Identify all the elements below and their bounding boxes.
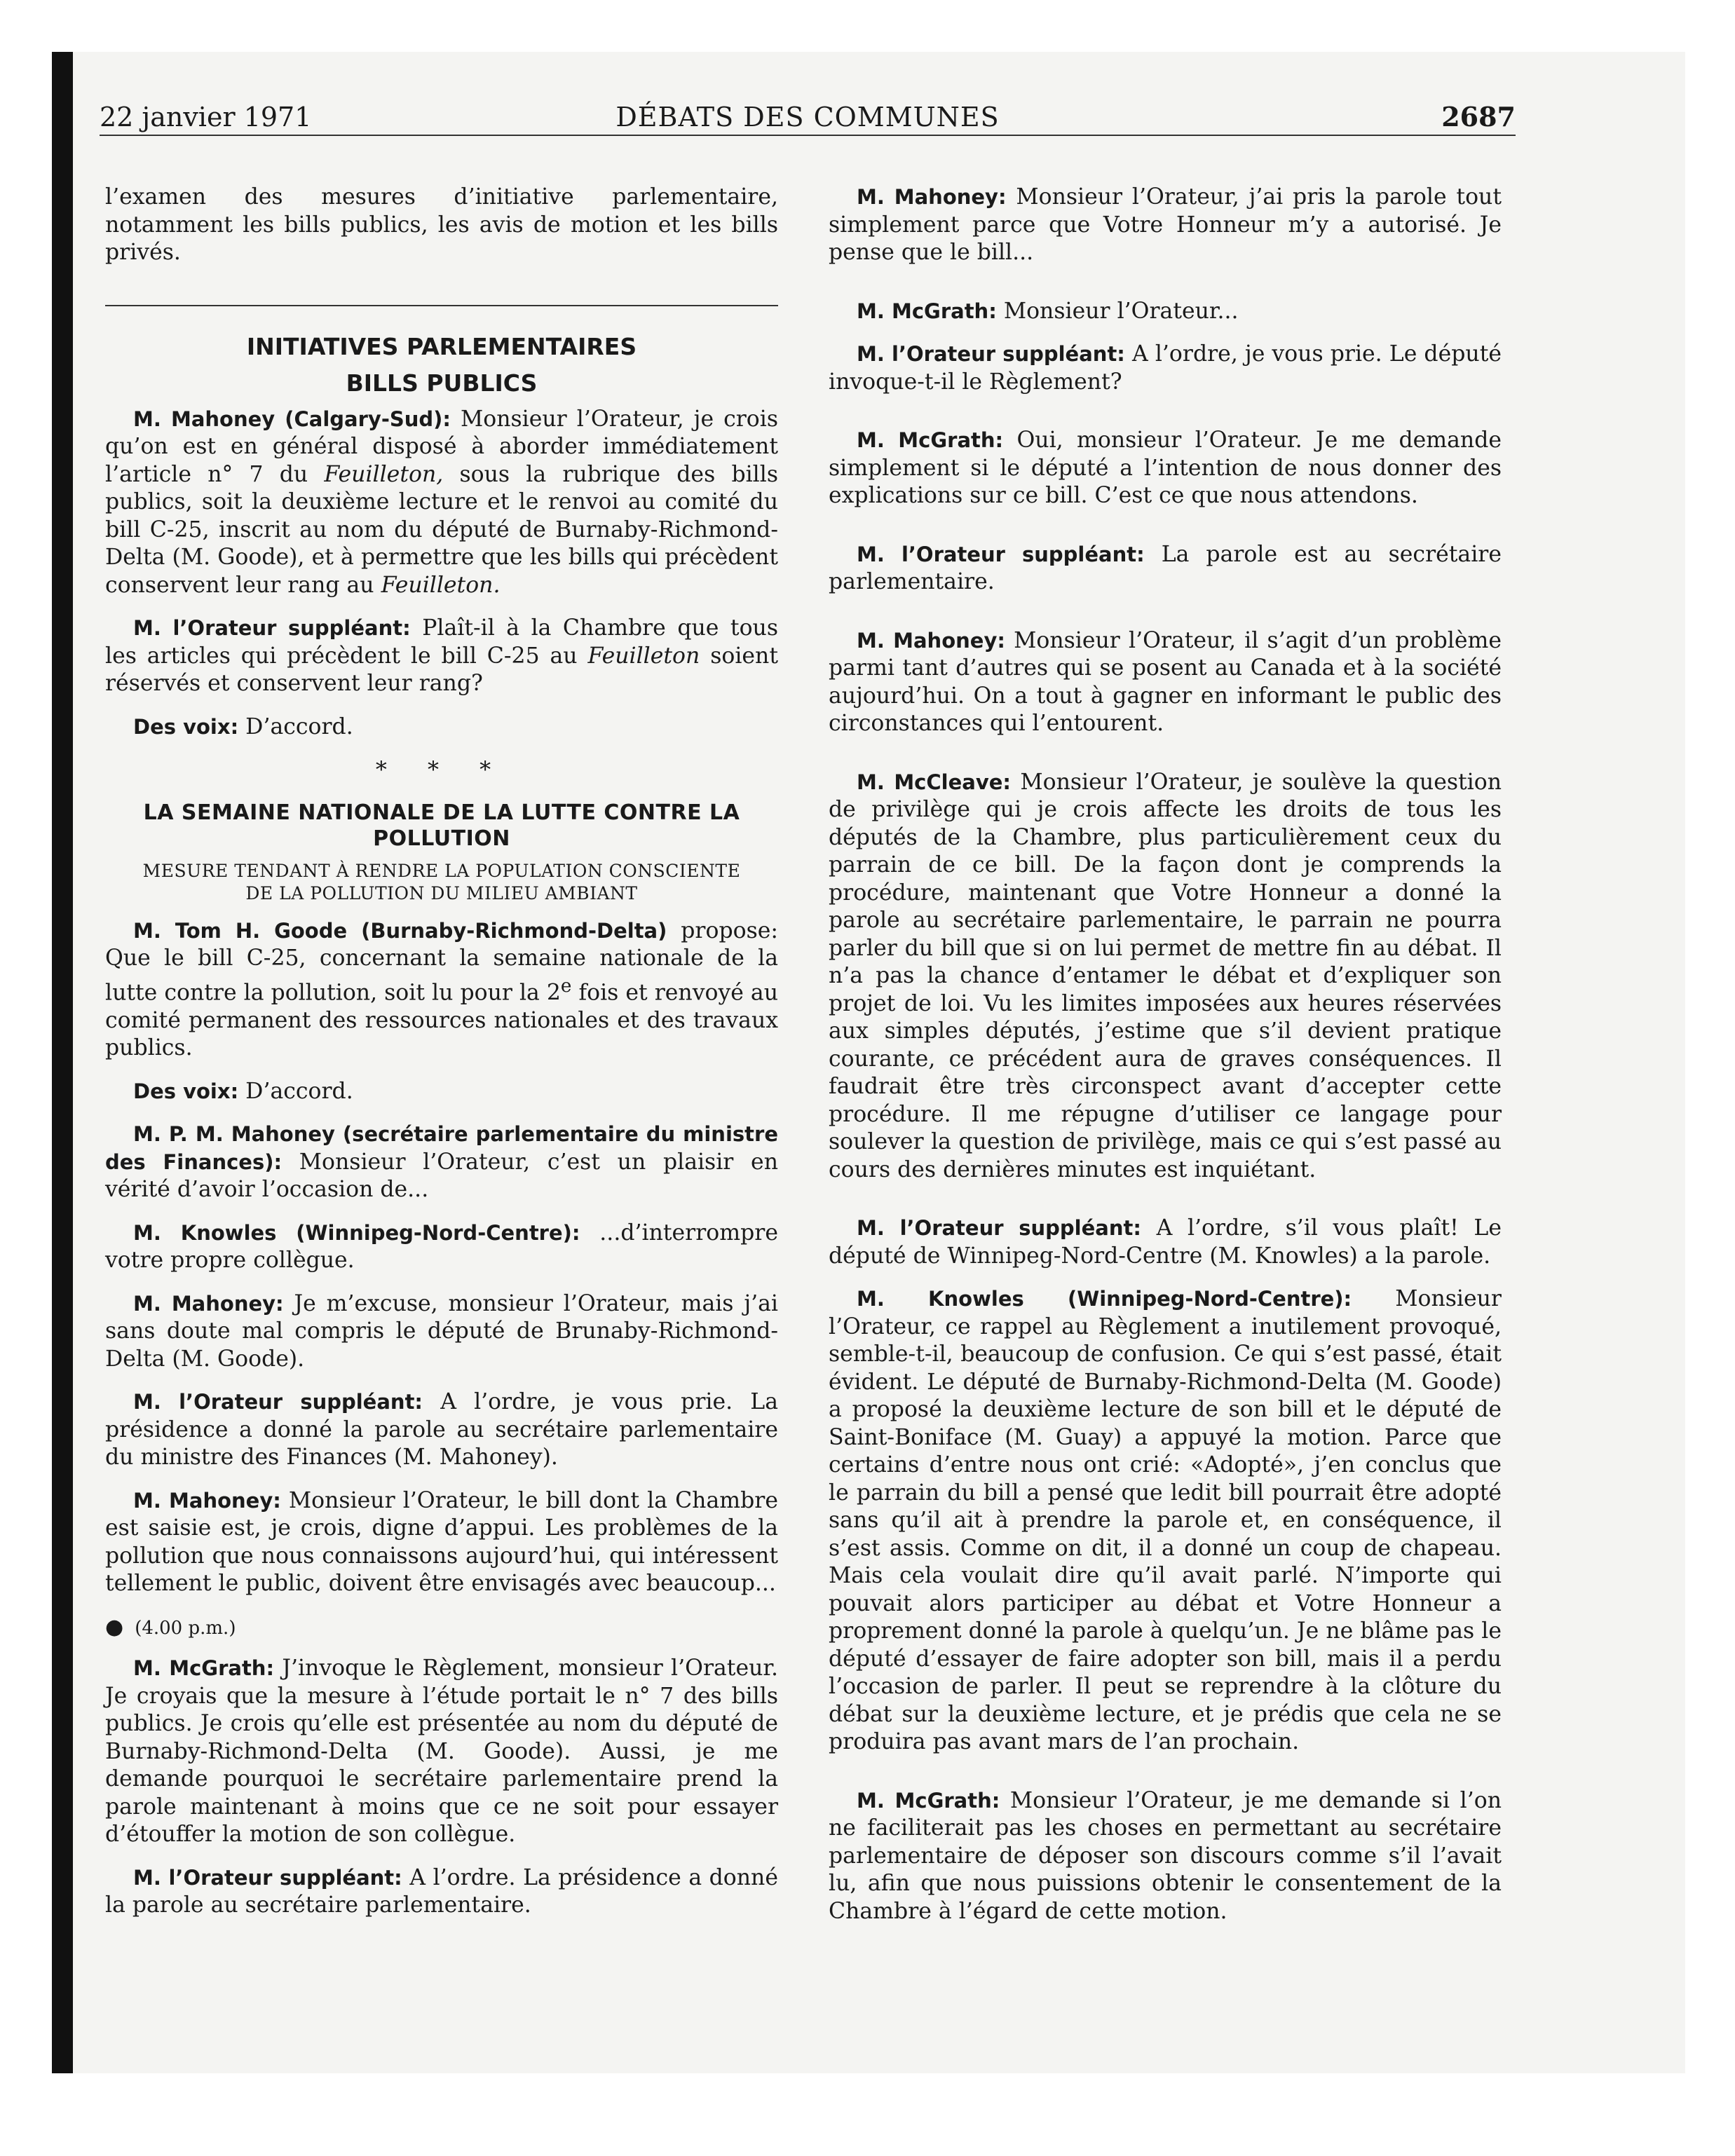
paragraph: M. l’Orateur suppléant: A l’ordre. La présidence a donné la parole au secrétaire parlementaire. bbox=[105, 1864, 778, 1918]
bullet-icon: ● bbox=[105, 1614, 124, 1639]
section-title: LA SEMAINE NATIONALE DE LA LUTTE CONTRE LA POLLUTION bbox=[143, 800, 740, 851]
header-date: 22 janvier 1971 bbox=[100, 102, 312, 132]
time-stamp: ● (4.00 p.m.) bbox=[105, 1614, 236, 1639]
left-column bbox=[105, 184, 778, 1935]
section-subheading: BILLS PUBLICS bbox=[346, 369, 538, 397]
speaker: M. McGrath: bbox=[857, 299, 997, 323]
paragraph: M. l’Orateur suppléant: A l’ordre, je vous prie. Le député invoque-t-il le Règlement? bbox=[829, 341, 1502, 395]
section-subtitle: MESURE TENDANT À RENDRE LA POPULATION CONSCIENTE DE LA POLLUTION DU MILIEU AMBIANT bbox=[142, 860, 741, 903]
paragraph: M. P. M. Mahoney (secrétaire parlementaire du ministre des Finances): Monsieur l’Orateur, c’est un plaisir en vérité d’avoir l’occasion de... bbox=[105, 1122, 778, 1202]
section-heading: INITIATIVES PARLEMENTAIRES bbox=[246, 332, 637, 360]
paragraph: M. Mahoney: Monsieur l’Orateur, il s’agit d’un problème parmi tant d’autres qui se posent au Canada et à la société aujourd’hui. On a tout à gagner en informant le public des circonstances qui l’entourent. bbox=[829, 627, 1502, 736]
speaker: M. Mahoney: bbox=[857, 185, 1007, 209]
header-rule bbox=[100, 135, 1516, 136]
paragraph: M. l’Orateur suppléant: A l’ordre, s’il vous plaît! Le député de Winnipeg-Nord-Centre (M. Knowles) a la parole. bbox=[829, 1215, 1502, 1269]
speaker: M. McGrath: bbox=[857, 1788, 1000, 1813]
paragraph: M. Mahoney: Je m’excuse, monsieur l’Orateur, mais j’ai sans doute mal compris le député de Brunaby-Richmond-Delta (M. Goode). bbox=[105, 1290, 778, 1372]
paragraph: M. Tom H. Goode (Burnaby-Richmond-Delta) propose: Que le bill C-25, concernant la semaine nationale de la lutte contre la pollution, soit lu pour la 2e fois et renvoyé au comité permanent des ressources nationales et des travaux publics. bbox=[105, 917, 779, 1060]
speaker: M. McGrath: bbox=[133, 1656, 275, 1680]
paragraph: M. Mahoney: Monsieur l’Orateur, j’ai pris la parole tout simplement parce que Votre Honneur m’y a autorisé. Je pense que le bill... bbox=[829, 184, 1502, 265]
page-number: 2687 bbox=[1441, 101, 1516, 132]
paragraph: M. l’Orateur suppléant: A l’ordre, je vous prie. La présidence a donné la parole au secrétaire parlementaire du ministre des Finances (M. Mahoney). bbox=[105, 1389, 778, 1470]
section-stars: * * * bbox=[375, 756, 508, 783]
paragraph: M. l’Orateur suppléant: La parole est au secrétaire parlementaire. bbox=[829, 541, 1502, 594]
speaker: M. Knowles (Winnipeg-Nord-Centre): bbox=[133, 1220, 580, 1245]
speaker: M. Tom H. Goode (Burnaby-Richmond-Delta) bbox=[133, 918, 667, 943]
paragraph: M. McGrath: Oui, monsieur l’Orateur. Je me demande simplement si le député a l’intention de nous donner des explications sur ce bill. C’est ce que nous attendons. bbox=[829, 428, 1502, 508]
speaker: Des voix: bbox=[133, 1079, 239, 1103]
speaker: M. l’Orateur suppléant: bbox=[857, 342, 1125, 366]
speaker: M. l’Orateur suppléant: bbox=[857, 1216, 1141, 1240]
paragraph: l’examen des mesures d’initiative parlementaire, notamment les bills publics, les avis de motion et les bills privés. bbox=[105, 184, 778, 265]
speaker: M. McGrath: bbox=[857, 428, 1004, 452]
speaker: Des voix: bbox=[133, 714, 239, 739]
paragraph: M. Mahoney: Monsieur l’Orateur, le bill dont la Chambre est saisie est, je crois, digne d’appui. Les problèmes de la pollution que nous connaissons aujourd’hui, qui intéressent tellement le public, doivent être envisagés avec beaucoup... bbox=[105, 1487, 778, 1596]
speaker: M. Mahoney (Calgary-Sud): bbox=[133, 407, 451, 431]
speaker: M. l’Orateur suppléant: bbox=[133, 1865, 402, 1890]
running-title: DÉBATS DES COMMUNES bbox=[615, 102, 1000, 132]
paragraph: M. Knowles (Winnipeg-Nord-Centre): ...d’interrompre votre propre collègue. bbox=[105, 1220, 778, 1273]
paragraph: M. McGrath: Monsieur l’Orateur, je me demande si l’on ne faciliterait pas les choses en permettant au secrétaire parlementaire de déposer son discours comme s’il l’avait lu, afin que nous puissions obtenir le consentement de la Chambre à l’égard de cette motion. bbox=[829, 1787, 1502, 1924]
speaker: M. P. M. Mahoney (secrétaire parlementaire du ministre des Finances): bbox=[105, 1122, 778, 1174]
paragraph: M. l’Orateur suppléant: Plaît-il à la Chambre que tous les articles qui précèdent le bill C-25 au Feuilleton soient réservés et conservent leur rang? bbox=[105, 615, 778, 696]
speaker: M. McCleave: bbox=[857, 770, 1012, 794]
section-divider bbox=[105, 305, 778, 306]
paragraph: M. Knowles (Winnipeg-Nord-Centre): Monsieur l’Orateur, ce rappel au Règlement a inutilement provoqué, semble-t-il, beaucoup de confusion. Ce qui s’est passé, était évident. Le député de Burnaby-Richmond-Delta (M. Goode) a proposé la deuxième lecture de son bill et le député de Saint-Boniface (M. Guay) a appuyé la motion. Parce que certains d’entre nous ont crié: «Adopté», j’en conclus que le parrain du bill a pensé que ledit bill pourrait être adopté sans qu’il ait à prendre la parole et, en conséquence, il s’est assis. Comme on dit, il a donné un coup de chapeau. Mais cela voulait dire qu’il avait parlé. N’importe qui pouvait alors participer au débat et Votre Honneur a proprement donné la parole à quelqu’un. Je ne blâme pas le député d’essayer de faire adopter son bill, mais il a perdu l’occasion de parler. Il peut se reprendre à la clôture du débat sur la deuxième lecture, et je prédis que cela ne se produira pas avant mars de l’an prochain. bbox=[829, 1286, 1502, 1754]
speaker: M. Knowles (Winnipeg-Nord-Centre): bbox=[857, 1287, 1352, 1311]
paragraph: Des voix: D’accord. bbox=[133, 714, 353, 739]
scan-edge-bar bbox=[52, 52, 73, 2073]
paragraph: M. Mahoney (Calgary-Sud): Monsieur l’Orateur, je crois qu’on est en général disposé à aborder immédiatement l’article n° 7 du Feuilleton, sous la rubrique des bills publics, soit la deuxième lecture et le renvoi au comité du bill C-25, inscrit au nom du député de Burnaby-Richmond-Delta (M. Goode), et à permettre que les bills qui précèdent conservent leur rang au Feuilleton. bbox=[105, 406, 778, 598]
speaker: M. Mahoney: bbox=[857, 628, 1005, 653]
speaker: M. l’Orateur suppléant: bbox=[133, 616, 411, 640]
speaker: M. l’Orateur suppléant: bbox=[857, 542, 1145, 566]
paragraph: M. McCleave: Monsieur l’Orateur, je soulève la question de privilège qui je crois affecte les droits de tous les députés de la Chambre, plus particulièrement ceux du parrain de ce bill. De la façon dont je comprends la procédure, maintenant que Votre Honneur a donné la parole au secrétaire parlementaire, le parrain ne pourra parler du bill que si on lui permet de mettre fin au débat. Il n’a pas la chance d’entamer le débat et d’expliquer son projet de loi. Vu les limites imposées aux heures réservées aux simples députés, j’estime que s’il devient pratique courante, ce précédent aura de graves conséquences. Il faudrait être très circonspect avant d’accepter cette procédure. Il me répugne d’utiliser ce langage pour soulever la question de privilège, mais ce qui s’est passé au cours des dernières minutes est inquiétant. bbox=[829, 769, 1502, 1182]
speaker: M. Mahoney: bbox=[133, 1291, 284, 1316]
speaker: M. l’Orateur suppléant: bbox=[133, 1390, 423, 1414]
paragraph: M. McGrath: J’invoque le Règlement, monsieur l’Orateur. Je croyais que la mesure à l’étude portait le n° 7 des bills publics. Je crois qu’elle est présentée au nom du député de Burnaby-Richmond-Delta (M. Goode). Aussi, je me demande pourquoi le secrétaire parlementaire prend la parole maintenant à moins que ce ne soit pour essayer d’étouffer la motion de son collègue. bbox=[105, 1656, 778, 1847]
paragraph: M. McGrath: Monsieur l’Orateur... bbox=[857, 298, 1239, 324]
right-column bbox=[829, 184, 1502, 1941]
paragraph: Des voix: D’accord. bbox=[133, 1078, 353, 1104]
speaker: M. Mahoney: bbox=[133, 1488, 281, 1513]
